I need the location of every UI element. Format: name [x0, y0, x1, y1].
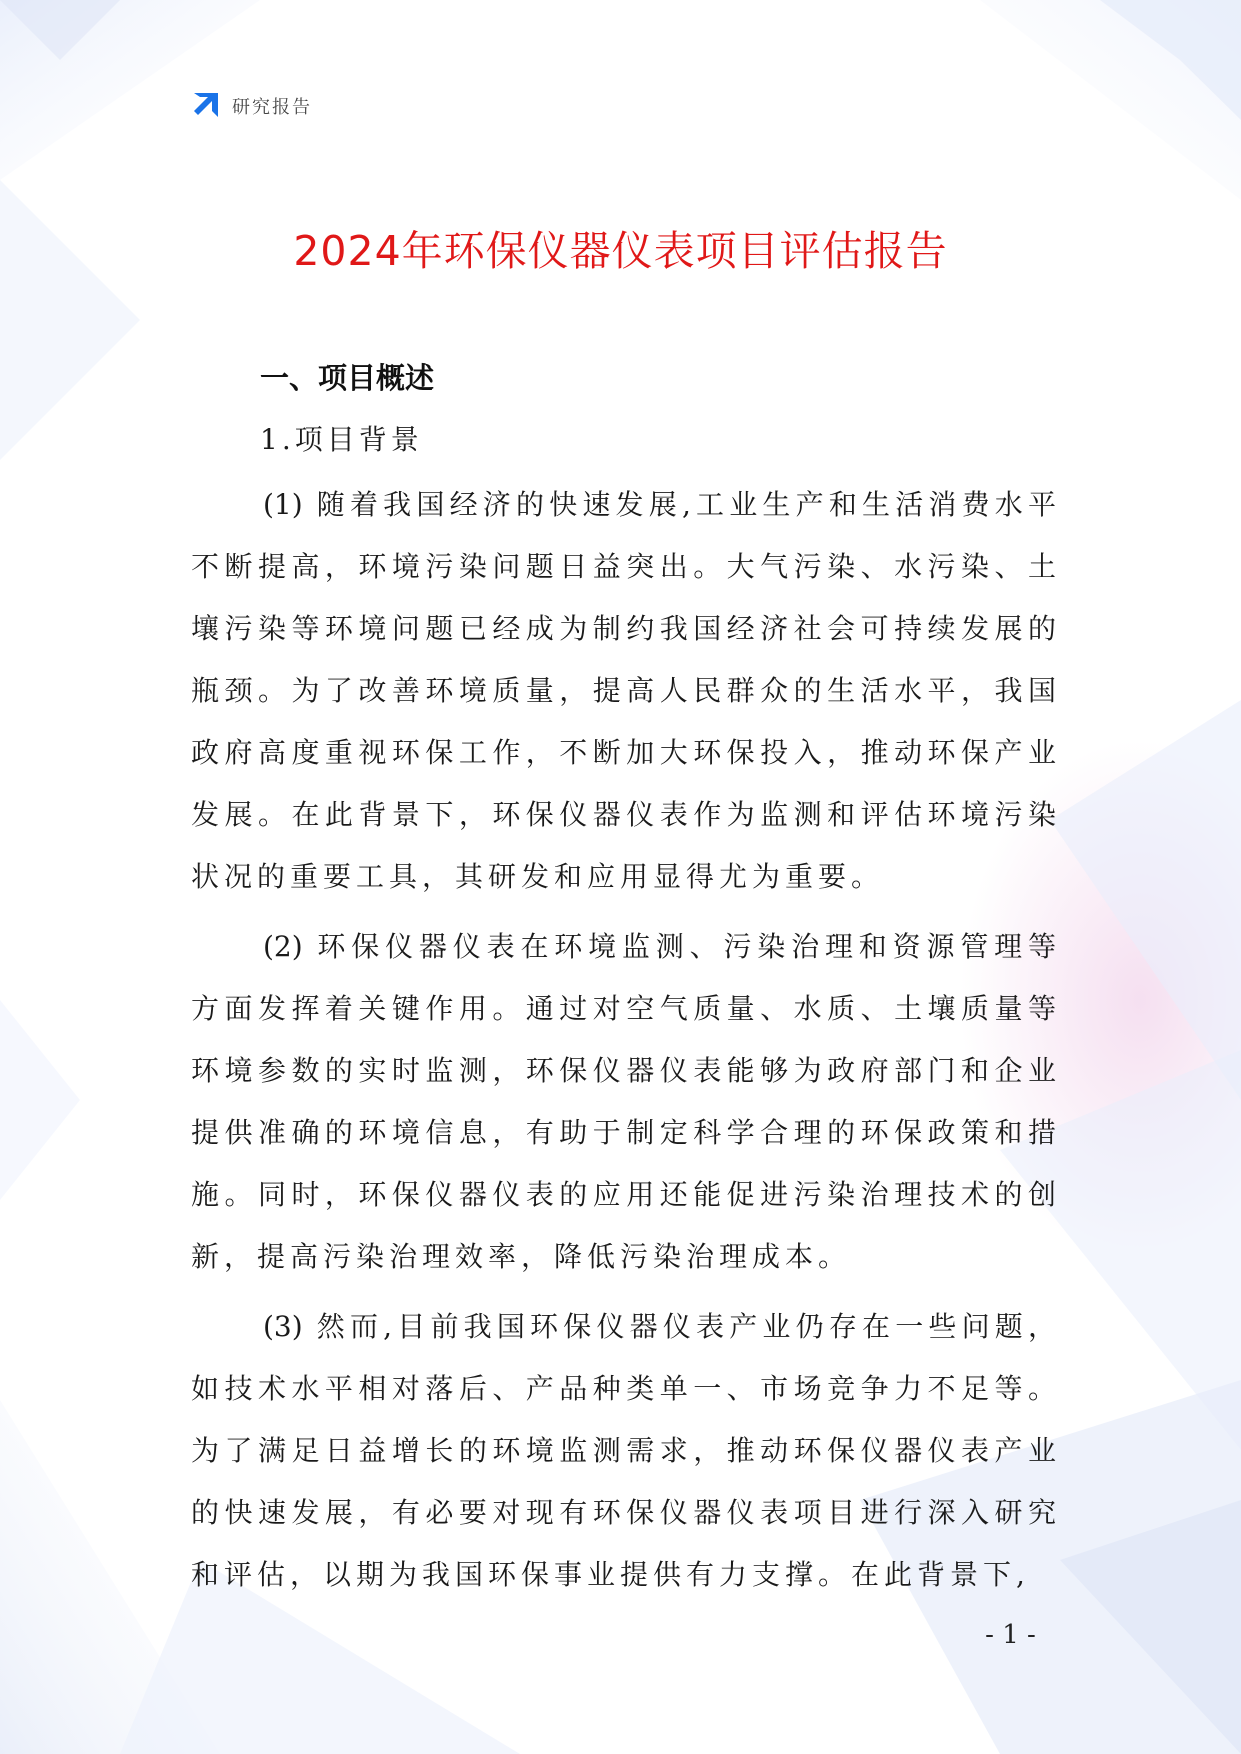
document-body	[191, 352, 1061, 1606]
arrow-up-right-icon	[188, 89, 222, 123]
paragraph-number: (2)	[263, 930, 303, 963]
paragraph-number: (3)	[263, 1310, 303, 1343]
paragraph-text: 环保仪器仪表在环境监测、污染治理和资源管理等方面发挥着关键作用。通过对空气质量、水质、土壤质量等环境参数的实时监测，环保仪器仪表能够为政府部门和企业提供准确的环境信息，有助于制定科学合理的环保政策和措施。同时，环保仪器仪表的应用还能促进污染治理技术的创新，提高污染治理效率，降低污染治理成本。	[191, 930, 1061, 1273]
report-header	[188, 88, 312, 124]
header-label: 研究报告	[232, 97, 312, 118]
paragraph-number: (1)	[263, 488, 303, 521]
page-number: - 1 -	[985, 1620, 1036, 1650]
paragraph-1	[191, 474, 1061, 908]
paragraph-3	[191, 1296, 1061, 1606]
document-title: 2024年环保仪器仪表项目评估报告	[293, 227, 948, 275]
section-heading: 一、项目概述	[260, 361, 435, 395]
subsection-heading: 1.项目背景	[260, 423, 423, 456]
paragraph-text: 随着我国经济的快速发展,工业生产和生活消费水平不断提高，环境污染问题日益突出。大气污染、水污染、土壤污染等环境问题已经成为制约我国经济社会可持续发展的瓶颈。为了改善环境质量，提高人民群众的生活水平，我国政府高度重视环保工作，不断加大环保投入，推动环保产业发展。在此背景下，环保仪器仪表作为监测和评估环境污染状况的重要工具，其研发和应用显得尤为重要。	[191, 488, 1062, 893]
paragraph-text: 然而,目前我国环保仪器仪表产业仍存在一些问题，如技术水平相对落后、产品种类单一、市场竞争力不足等。为了满足日益增长的环境监测需求，推动环保仪器仪表产业的快速发展，有必要对现有环保仪器仪表项目进行深入研究和评估，以期为我国环保事业提供有力支撑。在此背景下,	[191, 1310, 1062, 1591]
paragraph-2	[191, 916, 1061, 1288]
